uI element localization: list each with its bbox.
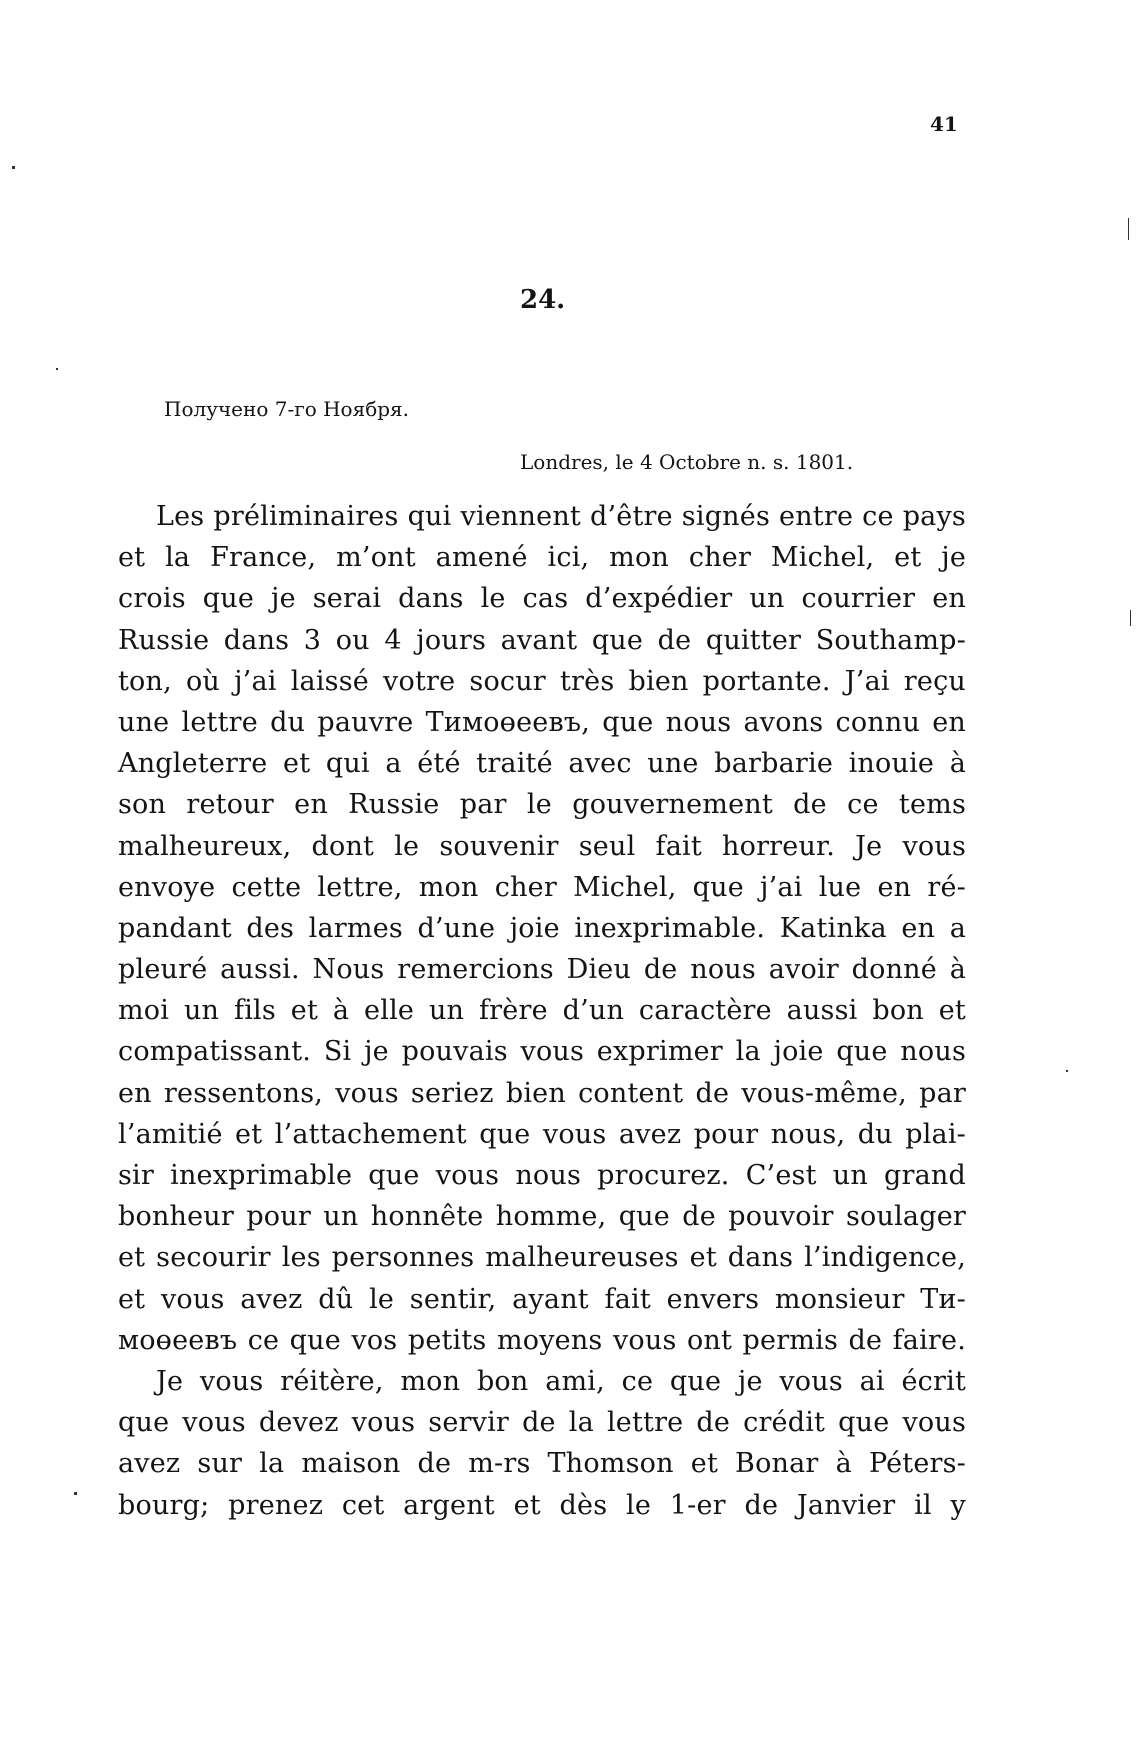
body-line: que vous devez vous servir de la lettre de crédit que vous [118,1407,966,1439]
body-line: son retour en Russie par le gouvernement de ce tems [118,789,966,821]
letter-number: 24. [520,285,566,315]
scan-speck [1130,610,1131,626]
body-line: en ressentons, vous seriez bien content de vous-même, par [118,1077,966,1109]
body-line: et la France, m’ont amené ici, mon cher Michel, et je [118,542,966,574]
body-line: sir inexprimable que vous nous procurez. C’est un grand [118,1160,966,1191]
body-line: compatissant. Si je pouvais vous exprimer la joie que nous [118,1036,966,1068]
body-line: bonheur pour un honnête homme, que de pouvoir soulager [118,1201,966,1233]
scan-speck [1066,1070,1068,1072]
received-note: Получено 7-го Ноября. [164,397,410,421]
body-line: une lettre du pauvre Тимоөеевъ, que nous avons connu en [118,706,966,738]
body-line: ton, où j’ai laissé votre socur très bien portante. J’ai reçu [118,665,966,697]
body-line: malheureux, dont le souvenir seul fait horreur. Je vous [118,830,966,862]
body-line: Je vous réitère, mon bon ami, ce que je vous ai écrit [156,1365,966,1397]
scan-speck [1128,218,1129,240]
body-line: pandant des larmes d’une joie inexprimable. Katinka en a [118,912,966,944]
body-line: l’amitié et l’attachement que vous avez pour nous, du plai- [118,1118,966,1150]
scan-speck [56,368,58,370]
body-line: pleuré aussi. Nous remercions Dieu de nous avoir donné à [118,954,966,986]
body-line: Russie dans 3 ou 4 jours avant que de quitter Southamp- [118,624,966,656]
body-line: Les préliminaires qui viennent d’être signés entre ce pays [156,501,966,532]
body-line: avez sur la maison de m-rs Thomson et Bonar à Péters- [118,1448,966,1480]
body-line: Angleterre et qui a été traité avec une barbarie inouie à [118,748,966,780]
scan-speck [12,166,15,169]
body-line: crois que je serai dans le cas d’expédier un courrier en [118,583,966,615]
body-line: moi un fils et à elle un frère d’un caractère aussi bon et [118,995,966,1027]
scan-speck [74,1492,77,1495]
page-number: 41 [930,112,958,136]
body-line: et secourir les personnes malheureuses et dans l’indigence, [118,1242,966,1274]
body-line: моөеевъ ce que vos petits moyens vous ont permis de faire. [118,1324,966,1356]
body-line: envoye cette lettre, mon cher Michel, que j’ai lue en ré- [118,871,966,903]
body-line: bourg; prenez cet argent et dès le 1-er de Janvier il y [118,1489,966,1521]
body-line: et vous avez dû le sentir, ayant fait envers monsieur Ти- [118,1283,966,1315]
letter-body [118,496,966,1526]
dateline: Londres, le 4 Octobre n. s. 1801. [520,450,854,474]
